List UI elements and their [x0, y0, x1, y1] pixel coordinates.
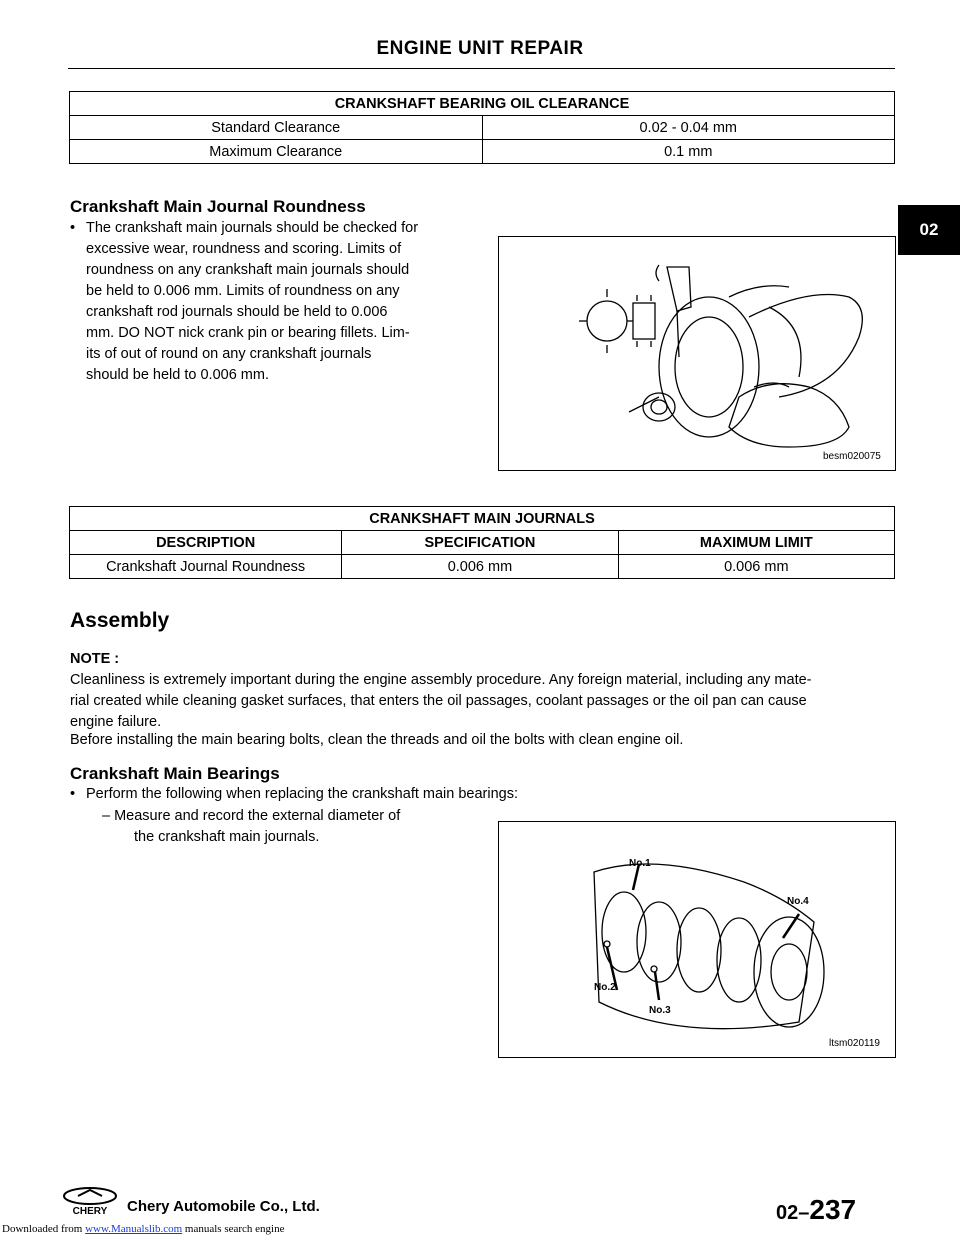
text-line: excessive wear, roundness and scoring. Limits of — [86, 241, 402, 257]
roundness-bullet — [70, 218, 470, 386]
sub-item — [102, 806, 400, 848]
journal-label-no2: No.2 — [594, 982, 616, 993]
company-name: Chery Automobile Co., Ltd. — [127, 1198, 320, 1215]
table-row — [70, 140, 895, 164]
journal-roundness-figure — [498, 236, 896, 471]
download-suffix: manuals search engine — [184, 1223, 285, 1235]
main-bearings-heading: Crankshaft Main Bearings — [70, 764, 280, 783]
text-line: engine failure. — [70, 714, 162, 730]
text-line: crankshaft rod journals should be held to 0.006 — [86, 304, 388, 320]
table-cell: Standard Clearance — [70, 116, 483, 140]
micrometer-crankshaft-illustration — [499, 237, 895, 470]
table-cell: 0.1 mm — [482, 140, 895, 164]
manualslib-link[interactable]: www.Manualslib.com — [85, 1223, 183, 1235]
text-line: The crankshaft main journals should be checked for — [86, 220, 419, 236]
text-line: rial created while cleaning gasket surfaces, that enters the oil passages, coolant passages or the oil pan can cause — [70, 693, 807, 709]
figure-code: ltsm020119 — [829, 1038, 880, 1049]
journal-label-no4: No.4 — [787, 896, 809, 907]
page-header-title: ENGINE UNIT REPAIR — [376, 38, 584, 59]
page-prefix: 02– — [776, 1202, 810, 1224]
column-header: SPECIFICATION — [342, 531, 618, 555]
journal-label-no1: No.1 — [629, 858, 651, 869]
text-line: mm. DO NOT nick crank pin or bearing fillets. Lim- — [86, 325, 410, 341]
bullet-icon: • — [70, 786, 76, 802]
oil-clearance-table-title: CRANKSHAFT BEARING OIL CLEARANCE — [70, 92, 895, 116]
column-header: DESCRIPTION — [70, 531, 342, 555]
text-line: be held to 0.006 mm. Limits of roundness on any — [86, 283, 400, 299]
chery-logo-text: CHERY — [72, 1206, 108, 1216]
table-cell: Crankshaft Journal Roundness — [70, 555, 342, 579]
text-line: roundness on any crankshaft main journals should — [86, 262, 410, 278]
section-tab: 02 — [898, 205, 960, 255]
table-row — [70, 555, 895, 579]
download-prefix: Downloaded from — [2, 1223, 83, 1235]
chery-logo-icon — [60, 1186, 120, 1216]
main-bearings-bullet — [70, 784, 630, 805]
table-cell: 0.02 - 0.04 mm — [482, 116, 895, 140]
bolts-text: Before installing the main bearing bolts, clean the threads and oil the bolts with clean engine oil. — [70, 732, 684, 748]
table-cell: Maximum Clearance — [70, 140, 483, 164]
table-cell: 0.006 mm — [618, 555, 894, 579]
crankshaft-journals-figure — [498, 821, 896, 1058]
note-label: NOTE : — [70, 651, 120, 667]
text-line: should be held to 0.006 mm. — [86, 367, 269, 383]
note-text — [70, 670, 898, 733]
text-line: Cleanliness is extremely important during the engine assembly procedure. Any foreign material, including any mate- — [70, 672, 812, 688]
download-footer — [2, 1223, 284, 1235]
assembly-heading: Assembly — [70, 609, 170, 632]
roundness-text — [86, 218, 418, 386]
column-header: MAXIMUM LIMIT — [618, 531, 894, 555]
bullet-icon: • — [70, 220, 76, 236]
main-journals-table-title: CRANKSHAFT MAIN JOURNALS — [70, 507, 895, 531]
crankshaft-illustration — [499, 822, 895, 1057]
journal-label-no3: No.3 — [649, 1005, 671, 1016]
figure-code: besm020075 — [823, 451, 881, 462]
main-journals-table — [69, 506, 895, 579]
main-bearings-bullet-text: Perform the following when replacing the crankshaft main bearings: — [86, 786, 519, 802]
table-cell: 0.006 mm — [342, 555, 618, 579]
table-header-row — [70, 531, 895, 555]
header-divider — [68, 68, 895, 69]
page-number-value: 237 — [809, 1194, 857, 1225]
text-line: the crankshaft main journals. — [134, 829, 320, 845]
text-line: its of out of round on any crankshaft journals — [86, 346, 372, 362]
chery-logo — [60, 1186, 120, 1216]
roundness-heading: Crankshaft Main Journal Roundness — [70, 197, 366, 216]
text-line: – Measure and record the external diameter of — [102, 808, 401, 824]
page-number — [776, 1194, 856, 1226]
oil-clearance-table — [69, 91, 895, 164]
table-row — [70, 116, 895, 140]
